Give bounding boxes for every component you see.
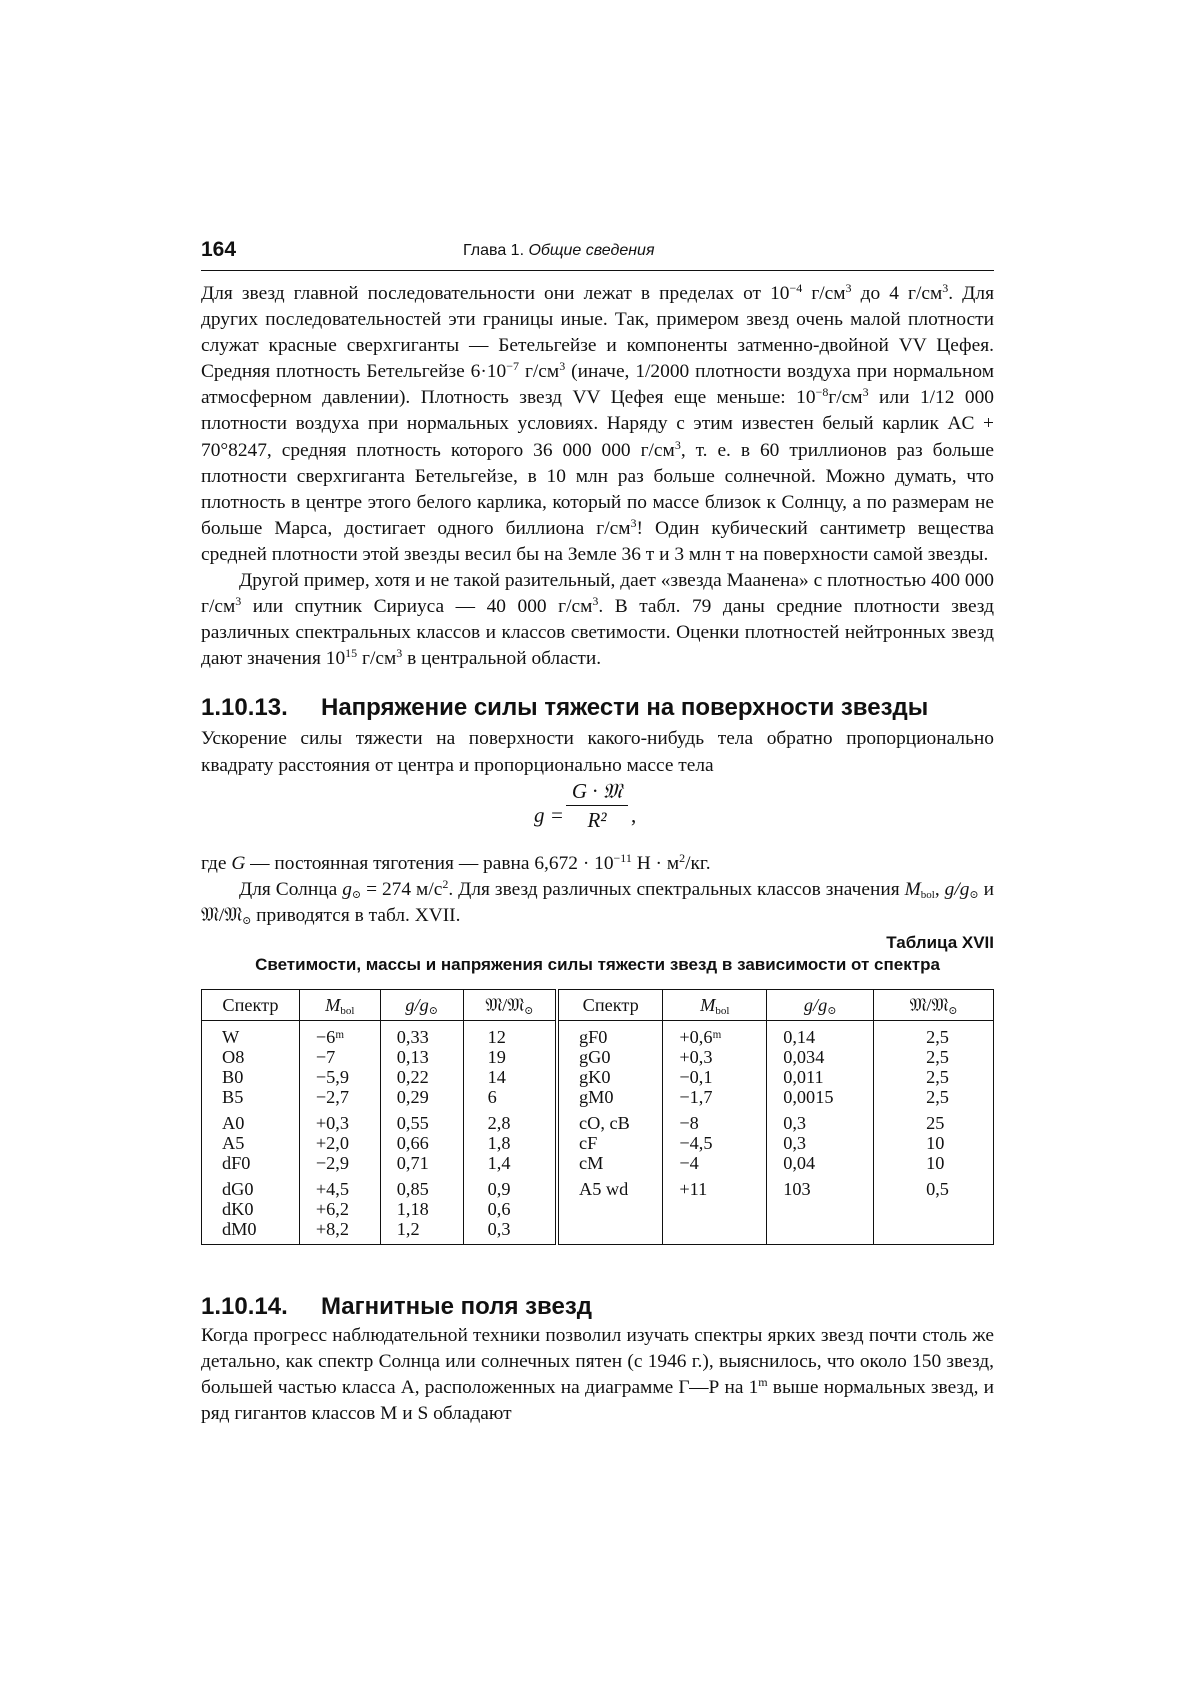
cell-spectrum-2: gG0 [557, 1047, 663, 1067]
paragraph-gravity-intro: Ускорение силы тяжести на поверхности какого-нибудь тела обратно пропорционально квадрату расстояния от центра и пропорционально массе тела [201, 728, 994, 776]
table-row [202, 1133, 994, 1153]
cell-g-ratio-2: 0,04 [767, 1153, 874, 1173]
paragraph-other-example: Другой пример, хотя и не такой разительный, дает «звезда Маанена» с плотностью 400 000 $г/см^3$ или спутник Сириуса — 40 000 $г/см^3$. В табл. 79 даны средние плотности звезд различных спектральных классов и классов светимости. Оценки плотностей нейтронных звезд дают значения $10^{15}$ $г/см^3$ в центральной области. [201, 570, 994, 670]
cell-mbol: −6ᵐ [299, 1020, 380, 1047]
cell-spectrum: O8 [202, 1047, 300, 1067]
cell-mass-ratio: 19 [463, 1047, 557, 1067]
cell-mbol-2: −1,7 [663, 1087, 767, 1107]
cell-g-ratio-2: 0,034 [767, 1047, 874, 1067]
cell-spectrum: B5 [202, 1087, 300, 1107]
cell-g-ratio: 0,66 [380, 1133, 463, 1153]
paragraph-density: Для звезд главной последовательности они лежат в пределах от $10^{-4}$ $г/см^3$ до 4 $г/см^3$. Для других последовательностей эти границы иные. Так, примером звезд очень малой плотности служат красные сверхгиганты — Бетельгейзе и компоненты затменно-двойной VV Цефея. Средняя плотность Бетельгейзе $6\cdot 10^{-7}$ $г/см^3$ (иначе, 1/2000 плотности воздуха при нормальном атмосферном давлении). Плотность звезд VV Цефея еще меньше: $10^{-8}г/см^3$ или 1/12 000 плотности воздуха при нормальных условиях. Наряду с этим известен белый карлик AC + 70°8247, средняя плотность которого 36 000 000 $г/см^3$, т. е. в 60 триллионов раз больше плотности сверхгиганта Бетельгейзе, в 10 млн раз больше солнечной. Можно думать, что плотность в центре этого белого карлика, который по массе близок к Солнцу, а по размерам не больше Марса, достигает одного биллиона $г/см^3$! Один кубический сантиметр вещества средней плотности этой звезды весил бы на Земле 36 т и 3 млн т на поверхности самой звезды. [201, 281, 995, 565]
col-header-mbol: $M_{bol}$ [299, 989, 380, 1020]
cell-spectrum-2: cF [557, 1133, 663, 1153]
cell-mass-ratio-2: 10 [874, 1153, 994, 1173]
cell-mbol: −7 [299, 1047, 380, 1067]
cell-mbol-2: −8 [663, 1107, 767, 1133]
col-header-mass-ratio: 𝔐/𝔐$_⊙$ [463, 989, 557, 1020]
cell-spectrum-2: cO, cB [557, 1107, 663, 1133]
running-header [201, 238, 994, 271]
cell-spectrum: dF0 [202, 1153, 300, 1173]
table-row [202, 1047, 994, 1067]
cell-g-ratio: 1,18 [380, 1199, 463, 1219]
cell-mbol-2 [663, 1219, 767, 1245]
cell-g-ratio: 0,85 [380, 1173, 463, 1199]
cell-g-ratio: 0,55 [380, 1107, 463, 1133]
cell-mass-ratio: 12 [463, 1020, 557, 1047]
cell-g-ratio: 0,13 [380, 1047, 463, 1067]
cell-mass-ratio: 0,6 [463, 1199, 557, 1219]
cell-mass-ratio-2: 25 [874, 1107, 994, 1133]
section-heading-1-10-13: 1.10.13. Напряжение силы тяжести на поверхности звезды [201, 694, 929, 722]
cell-g-ratio: 1,2 [380, 1219, 463, 1245]
table-body [202, 1020, 994, 1244]
cell-g-ratio-2: 0,0015 [767, 1087, 874, 1107]
paragraph-magnetic-fields: Когда прогресс наблюдательной техники позволил изучать спектры ярких звезд почти столь же детально, как спектр Солнца или солнечных пятен (с 1946 г.), выяснилось, что около 150 звезд, большей частью класса А, расположенных на диаграмме Г—Р на 1$^m$ выше нормальных звезд, и ряд гигантов классов M и S обладают [201, 1324, 994, 1425]
gravity-formula: g = G · 𝔐 R² , [534, 778, 637, 832]
cell-g-ratio-2: 0,3 [767, 1133, 874, 1153]
table-row [202, 1020, 994, 1047]
cell-mbol: +0,3 [299, 1107, 380, 1133]
cell-mass-ratio: 14 [463, 1067, 557, 1087]
cell-mass-ratio-2 [874, 1219, 994, 1245]
formula-denominator: R² [587, 807, 607, 832]
cell-spectrum: A5 [202, 1133, 300, 1153]
cell-mass-ratio-2: 2,5 [874, 1047, 994, 1067]
cell-spectrum-2: gM0 [557, 1087, 663, 1107]
col-header-mbol-2: $M_{bol}$ [663, 989, 767, 1020]
cell-mass-ratio: 6 [463, 1087, 557, 1107]
table-row [202, 1067, 994, 1087]
cell-g-ratio-2: 0,3 [767, 1107, 874, 1133]
page [201, 238, 994, 1427]
section-heading-1-10-14: 1.10.14. Магнитные поля звезд [201, 1292, 592, 1320]
cell-mass-ratio: 0,9 [463, 1173, 557, 1199]
cell-spectrum-2 [557, 1219, 663, 1245]
formula-fraction [566, 779, 628, 833]
cell-mbol: −5,9 [299, 1067, 380, 1087]
cell-g-ratio: 0,33 [380, 1020, 463, 1047]
cell-mass-ratio-2: 0,5 [874, 1173, 994, 1199]
cell-mass-ratio-2: 2,5 [874, 1020, 994, 1047]
cell-mbol-2: −4,5 [663, 1133, 767, 1153]
cell-g-ratio: 0,29 [380, 1087, 463, 1107]
cell-mass-ratio-2: 2,5 [874, 1067, 994, 1087]
cell-spectrum: B0 [202, 1067, 300, 1087]
cell-spectrum: dK0 [202, 1199, 300, 1219]
cell-mass-ratio-2 [874, 1199, 994, 1219]
cell-mbol: +6,2 [299, 1199, 380, 1219]
cell-mbol-2 [663, 1199, 767, 1219]
cell-spectrum: A0 [202, 1107, 300, 1133]
cell-mass-ratio: 1,4 [463, 1153, 557, 1173]
table-row [202, 1199, 994, 1219]
table-label: Таблица XVII [886, 932, 994, 952]
cell-mass-ratio: 1,8 [463, 1133, 557, 1153]
chapter-title: Общие сведения [528, 242, 655, 259]
table-title: Светимости, массы и напряжения силы тяжести звезд в зависимости от спектра [255, 954, 940, 974]
table-header-row [202, 989, 994, 1020]
cell-mbol-2: +0,3 [663, 1047, 767, 1067]
cell-g-ratio-2 [767, 1199, 874, 1219]
formula-numerator: G · 𝔐 [566, 779, 628, 806]
cell-mbol-2: +0,6ᵐ [663, 1020, 767, 1047]
cell-mass-ratio: 2,8 [463, 1107, 557, 1133]
cell-g-ratio-2: 103 [767, 1173, 874, 1199]
cell-spectrum-2: gK0 [557, 1067, 663, 1087]
table-row [202, 1219, 994, 1245]
col-header-spectrum-2: Спектр [557, 989, 663, 1020]
running-title [463, 242, 654, 260]
col-header-mass-ratio-2: 𝔐/𝔐$_⊙$ [874, 989, 994, 1020]
cell-mbol: +4,5 [299, 1173, 380, 1199]
table-row [202, 1087, 994, 1107]
cell-spectrum-2: A5 wd [557, 1173, 663, 1199]
cell-spectrum-2: gF0 [557, 1020, 663, 1047]
table-row [202, 1173, 994, 1199]
cell-spectrum: W [202, 1020, 300, 1047]
cell-g-ratio: 0,22 [380, 1067, 463, 1087]
cell-mbol: +8,2 [299, 1219, 380, 1245]
paragraph-sun-gravity: Для Солнца $g_⊙ = 274$ $м/с^2$. Для звезд различных спектральных классов значения $M_{bol}$, $g/g_⊙$ и 𝔐/𝔐$_⊙$ приводятся в табл. XVII. [201, 876, 994, 927]
cell-spectrum-2: cM [557, 1153, 663, 1173]
chapter-label: Глава 1. [463, 242, 525, 259]
cell-spectrum: dM0 [202, 1219, 300, 1245]
cell-g-ratio-2: 0,14 [767, 1020, 874, 1047]
col-header-spectrum: Спектр [202, 989, 300, 1020]
cell-g-ratio-2 [767, 1219, 874, 1245]
col-header-g-ratio: $g/g_⊙$ [380, 989, 463, 1020]
table-row [202, 1107, 994, 1133]
luminosity-mass-gravity-table [201, 989, 994, 1245]
cell-mbol: −2,7 [299, 1087, 380, 1107]
col-header-g-ratio-2: $g/g_⊙$ [767, 989, 874, 1020]
cell-mbol: −2,9 [299, 1153, 380, 1173]
formula-lhs: g = [534, 802, 564, 827]
cell-mbol-2: −4 [663, 1153, 767, 1173]
page-number: 164 [201, 238, 237, 261]
cell-mbol: +2,0 [299, 1133, 380, 1153]
cell-mass-ratio-2: 10 [874, 1133, 994, 1153]
cell-spectrum-2 [557, 1199, 663, 1219]
paragraph-gravitational-constant: где G — постоянная тяготения — равна $6,672 \cdot 10^{-11}$ $Н \cdot м^2/кг$. [201, 850, 711, 874]
cell-g-ratio-2: 0,011 [767, 1067, 874, 1087]
cell-mbol-2: +11 [663, 1173, 767, 1199]
table-row [202, 1153, 994, 1173]
cell-mbol-2: −0,1 [663, 1067, 767, 1087]
cell-g-ratio: 0,71 [380, 1153, 463, 1173]
cell-mass-ratio: 0,3 [463, 1219, 557, 1245]
cell-spectrum: dG0 [202, 1173, 300, 1199]
cell-mass-ratio-2: 2,5 [874, 1087, 994, 1107]
